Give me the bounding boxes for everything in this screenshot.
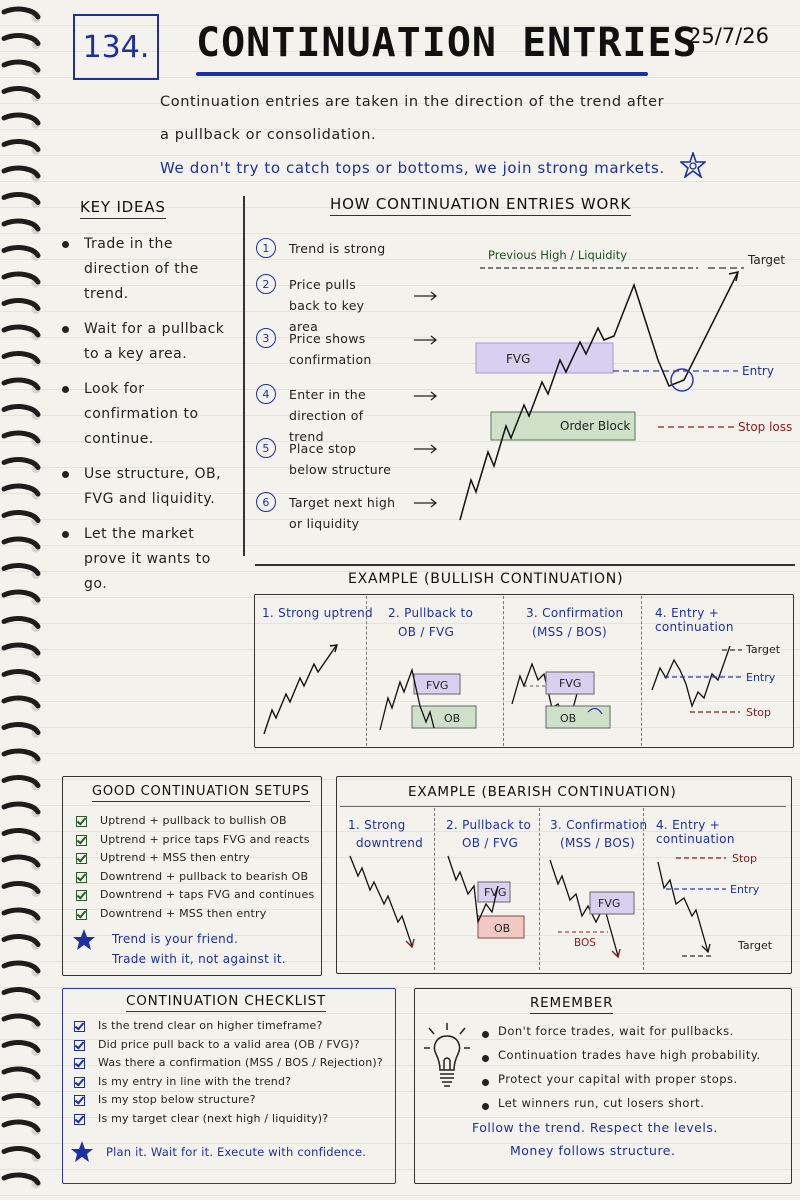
checklist-item: Was there a confirmation (MSS / BOS / Rejection)? (74, 1054, 390, 1073)
target-label: Target (748, 253, 786, 267)
checkbox-icon (76, 835, 87, 846)
checklist-item: Did price pull back to a valid area (OB / FVG)? (74, 1036, 390, 1055)
setup-item: Uptrend + MSS then entry (76, 849, 316, 868)
bear-entry-label: Entry (730, 883, 760, 896)
bull-panel-3-title: 3. Confirmation (526, 606, 624, 620)
good-setups-heading: GOOD CONTINUATION SETUPS (92, 784, 310, 799)
checklist-item: Is the trend clear on higher timeframe? (74, 1017, 390, 1036)
title-underline (196, 72, 648, 76)
step-text: Trend is strong (289, 241, 386, 256)
bear-panel-3-title: 3. Confirmation (550, 818, 648, 832)
step-text: Price pulls back to key area (289, 277, 365, 334)
checklist-list (74, 1017, 390, 1129)
bear-fvg-label: FVG (484, 886, 507, 899)
prev-high-label: Previous High / Liquidity (488, 248, 628, 262)
step-text: Target next high or liquidity (289, 495, 396, 531)
bull-target-label: Target (746, 643, 781, 656)
downtrend-line (350, 856, 412, 946)
step-number: 3 (256, 328, 276, 348)
bear-bos-label: BOS (574, 937, 596, 949)
order-block-label: Order Block (560, 419, 631, 433)
how-heading: HOW CONTINUATION ENTRIES WORK (330, 195, 631, 213)
good-setups-list (76, 812, 316, 924)
checkbox-icon (74, 1114, 85, 1125)
how-step-6 (256, 492, 396, 534)
key-idea-item: Look for confirmation to continue. (60, 377, 235, 452)
bullish-divider (255, 564, 795, 566)
remember-heading: REMEMBER (530, 995, 613, 1011)
bull-panel-2-subtitle: OB / FVG (398, 625, 455, 639)
bull-stop-label: Stop (746, 706, 772, 719)
step-number: 2 (256, 274, 276, 294)
setups-note-1: Trend is your friend. (112, 932, 239, 946)
bear-panel-2-subtitle: OB / FVG (462, 836, 519, 850)
column-divider (243, 196, 245, 556)
bearish-heading: EXAMPLE (BEARISH CONTINUATION) (408, 784, 677, 800)
fvg-label: FVG (506, 352, 531, 366)
star-icon (72, 928, 96, 952)
checkbox-icon (74, 1021, 85, 1032)
bear-panel-1-title: 1. Strong (348, 818, 406, 832)
checkbox-icon (74, 1077, 85, 1088)
star-icon (70, 1140, 94, 1164)
remember-item: Let winners run, cut losers short. (480, 1094, 780, 1112)
checklist-heading: CONTINUATION CHECKLIST (126, 993, 326, 1009)
key-idea-item: Use structure, OB, FVG and liquidity. (60, 462, 235, 512)
checklist-item: Is my entry in line with the trend? (74, 1073, 390, 1092)
uptrend-line (264, 646, 336, 734)
step-number: 6 (256, 492, 276, 512)
bull-ob-label-2: OB (560, 712, 577, 725)
price-path (460, 272, 738, 520)
step-arrow (414, 392, 436, 400)
bull-entry-label: Entry (746, 671, 776, 684)
checklist-footer: Plan it. Wait for it. Execute with confidence. (106, 1145, 367, 1159)
bull-panel-2-title: 2. Pullback to (388, 606, 474, 620)
bear-panel-4-title: 4. Entry + continuation (656, 818, 735, 846)
setup-item: Uptrend + price taps FVG and reacts (76, 831, 316, 850)
lightbulb-icon (424, 1022, 470, 1102)
step-arrow (414, 445, 436, 453)
bear-fvg-label-2: FVG (598, 897, 621, 910)
bull-fvg-label-2: FVG (559, 677, 582, 690)
setup-item: Downtrend + MSS then entry (76, 905, 316, 924)
setup-item: Downtrend + taps FVG and continues (76, 886, 316, 905)
key-ideas-list (60, 232, 235, 607)
bear-panel-1-subtitle: downtrend (356, 836, 424, 850)
bull-panel-4-title: 4. Entry + continuation (655, 606, 734, 634)
bear-ob-label: OB (494, 922, 511, 935)
checkbox-icon (74, 1040, 85, 1051)
entry-continuation-line (652, 646, 730, 706)
bearish-example-drawings (336, 776, 790, 972)
intro-line-3: We don't try to catch tops or bottoms, we join strong markets. (160, 159, 665, 177)
setups-note-2: Trade with it, not against it. (112, 952, 286, 966)
remember-item: Don't force trades, wait for pullbacks. (480, 1022, 780, 1040)
stop-loss-label: Stop loss (738, 420, 793, 434)
how-diagram (408, 230, 800, 530)
setup-item: Uptrend + pullback to bullish OB (76, 812, 316, 831)
remember-footer-2: Money follows structure. (510, 1143, 676, 1158)
bull-panel-1-title: 1. Strong uptrend (262, 606, 373, 620)
how-step-3 (256, 328, 374, 370)
star-doodle-icon (680, 152, 706, 178)
intro-line-1: Continuation entries are taken in the direction of the trend after (160, 94, 665, 110)
entry-label: Entry (742, 364, 774, 378)
bull-ob-label: OB (444, 712, 461, 725)
step-number: 4 (256, 384, 276, 404)
bear-target-label: Target (738, 939, 773, 952)
remember-item: Protect your capital with proper stops. (480, 1070, 780, 1088)
step-text: Price shows confirmation (289, 331, 372, 367)
checkbox-icon (76, 853, 87, 864)
bull-fvg-label: FVG (426, 679, 449, 692)
intro-line-2: a pullback or consolidation. (160, 127, 377, 143)
ob-zone (546, 706, 610, 728)
page-number: 134. (73, 14, 159, 80)
key-idea-item: Let the market prove it wants to go. (60, 522, 235, 597)
bullish-example-drawings (254, 594, 792, 746)
key-idea-item: Wait for a pullback to a key area. (60, 317, 235, 367)
checkbox-icon (76, 872, 87, 883)
page-date: 25/7/26 (688, 24, 769, 48)
checklist-item: Is my target clear (next high / liquidity)? (74, 1110, 390, 1129)
fvg-zone (476, 343, 613, 373)
step-arrow (414, 499, 436, 507)
bear-entry-line (658, 862, 708, 952)
bear-panel-2-title: 2. Pullback to (446, 818, 532, 832)
bullish-heading: EXAMPLE (BULLISH CONTINUATION) (348, 571, 624, 587)
remember-item: Continuation trades have high probability. (480, 1046, 780, 1064)
checkbox-icon (74, 1058, 85, 1069)
remember-list (480, 1022, 780, 1118)
checkbox-icon (76, 890, 87, 901)
remember-footer-1: Follow the trend. Respect the levels. (472, 1120, 718, 1135)
checklist-item: Is my stop below structure? (74, 1091, 390, 1110)
bull-panel-3-subtitle: (MSS / BOS) (532, 625, 608, 639)
checkbox-icon (76, 909, 87, 920)
checkbox-icon (76, 816, 87, 827)
step-text: Place stop below structure (289, 441, 392, 477)
key-ideas-heading: KEY IDEAS (80, 198, 166, 216)
how-step-5 (256, 438, 396, 480)
page-title: CONTINUATION ENTRIES (196, 20, 698, 66)
spiral-binding (0, 0, 46, 1200)
step-number: 1 (256, 238, 276, 258)
step-arrow (414, 292, 436, 300)
step-number: 5 (256, 438, 276, 458)
checkbox-icon (74, 1095, 85, 1106)
step-text: Enter in the direction of trend (289, 387, 367, 444)
bear-panel-3-subtitle: (MSS / BOS) (560, 836, 636, 850)
key-idea-item: Trade in the direction of the trend. (60, 232, 235, 307)
bear-stop-label: Stop (732, 852, 758, 865)
step-arrow (414, 336, 436, 344)
setup-item: Downtrend + pullback to bearish OB (76, 868, 316, 887)
